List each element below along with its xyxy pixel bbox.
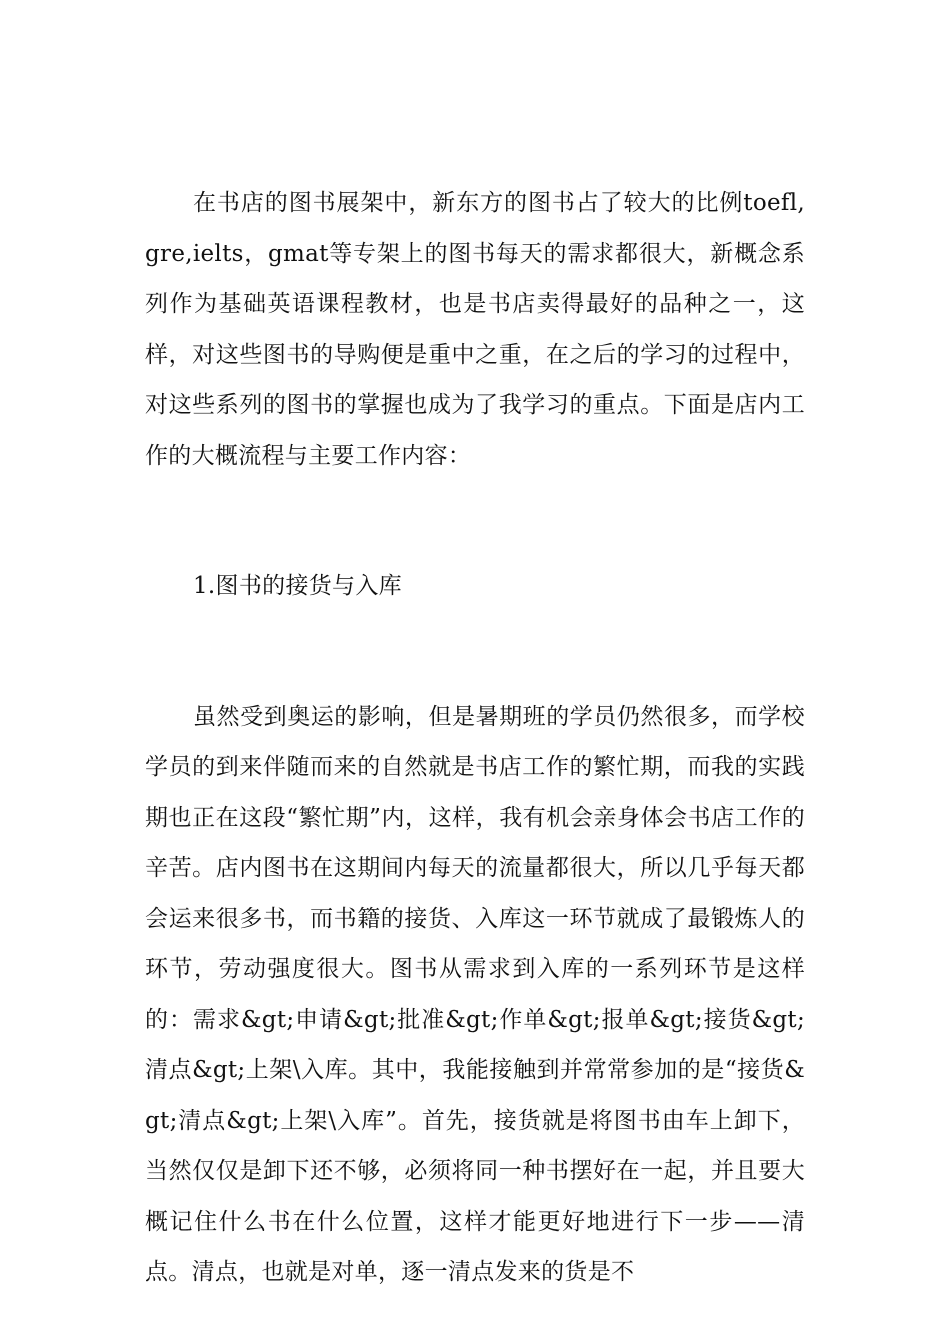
paragraph-spacer — [145, 481, 805, 561]
section-heading: 1.图书的接货与入库 — [193, 573, 402, 599]
paragraph-spacer — [145, 612, 805, 692]
paragraph-receiving: 虽然受到奥运的影响，但是暑期班的学员仍然很多，而学校学员的到来伴随而来的自然就是书店工作的繁忙期，而我的实践期也正在这段“繁忙期”内，这样，我有机会亲身体会书店工作的辛苦。店内图书在这期间内每天的流量都很大，所以几乎每天都会运来很多书，而书籍的接货、入库这一环节就成了最锻炼人的环节，劳动强度很大。图书从需求到入库的一系列环节是这样的：需求&gt;申请&gt;批准&gt;作单&gt;报单&gt;接货&gt;清点&gt;上架\入库。其中，我能接触到并常常参加的是“接货&gt;清点&gt;上架\入库”。首先，接货就是将图书由车上卸下，当然仅仅是卸下还不够，必须将同一种书摆好在一起，并且要大概记住什么书在什么位置，这样才能更好地进行下一步——清点。清点，也就是对单，逐一清点发来的货是不 — [145, 703, 805, 1285]
document-body — [145, 178, 805, 1298]
paragraph-intro: 在书店的图书展架中，新东方的图书占了较大的比例toefl,gre,ielts，gmat等专架上的图书每天的需求都很大，新概念系列作为基础英语课程教材，也是书店卖得最好的品种之一，这样，对这些图书的导购便是重中之重，在之后的学习的过程中，对这些系列的图书的掌握也成为了我学习的重点。下面是店内工作的大概流程与主要工作内容： — [145, 190, 805, 469]
